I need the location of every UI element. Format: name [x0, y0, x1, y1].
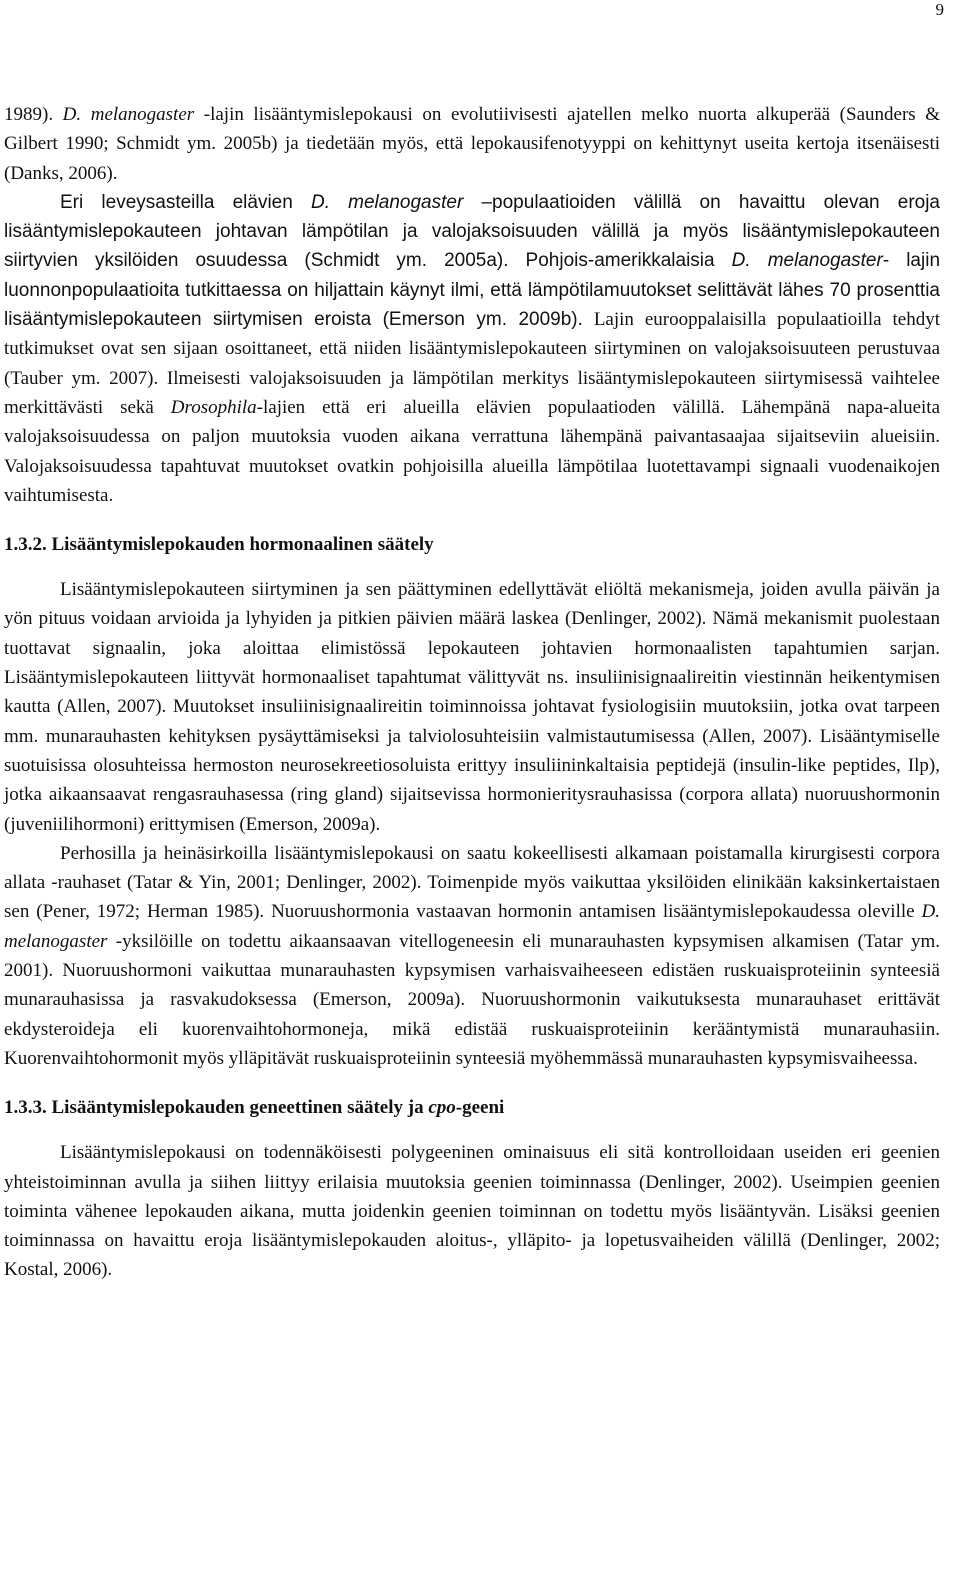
species-name: D. melanogaster — [310, 191, 464, 213]
species-name: D. melanogaster — [62, 104, 195, 125]
page-body — [4, 100, 940, 1285]
gene-name: cpo — [428, 1097, 456, 1119]
text-run: - lajin luonnonpopulaatioita tutkittaessa on hiljattain käynyt ilmi, että lämpötilamuutokset selittävät lähes 70 prosenttia lisääntymislepokauteen siirtymisen eroista (Emerson ym. 2009b). — [4, 250, 941, 331]
paragraph-intro — [4, 100, 940, 188]
text-run: –populaatioiden välillä on havaittu olevan eroja lisääntymislepokauteen johtavan lämpötilan ja valojaksoisuuden välillä ja myös lisääntymislepokauteen siirtyvien yksilöiden osuudessa (Schmidt ym. 2005a). Pohjois-amerikkalaisia — [4, 191, 941, 272]
heading-text: 1.3.3. Lisääntymislepokauden geneettinen säätely ja — [4, 1097, 429, 1119]
text-run: Perhosilla ja heinäsirkoilla lisääntymislepokausi on saatu kokeellisesti alkamaan poistamalla kirurgisesti corpora allata -rauhaset (Tatar & Yin, 2001; Denlinger, 2002). Toimenpide myös vaikuttaa yksilöiden elinikään kaksinkertaistaen sen (Pener, 1972; Herman 1985). Nuoruushormonia vastaavan hormonin antamisen lisääntymislepokaudessa oleville — [4, 842, 940, 923]
species-name: D. melanogaster — [4, 901, 940, 952]
section-heading-genetic — [4, 1093, 940, 1122]
text-run: Lajin eurooppalaisilla populaatioilla tehdyt tutkimukset ovat sen sijaan osoittaneet, että niiden lisääntymislepokauteen siirtyminen on valojaksoisuuteen perustuvaa (Tauber ym. 2007). Ilmeisesti valojaksoisuuden ja lämpötilan merkitys lisääntymislepokauteen siirtymisessä vaihtelee merkittävästi sekä — [4, 309, 940, 418]
paragraph-genetic: Lisääntymislepokausi on todennäköisesti polygeeninen ominaisuus eli sitä kontrolloidaan useiden eri geenien yhteistoiminnan avulla ja siihen liittyy erilaisia muutoksia geenien toiminnassa (Denlinger, 2002). Useimpien geenien toiminta vähenee lepokauden aikana, mutta joidenkin geenien toiminnan on todettu myös lisääntyvän. Lisäksi geenien toiminnassa on havaittu eroja lisääntymislepokauden aloitus-, ylläpito- ja lopetusvaiheiden välillä (Denlinger, 2002; Kostal, 2006). — [4, 1142, 940, 1281]
species-name: D. melanogaster — [731, 250, 883, 272]
text-run: Eri leveysasteilla elävien — [60, 191, 311, 213]
genus-name: Drosophila — [170, 396, 257, 418]
text-run: -lajien että eri alueilla elävien populaatioden välillä. Lähempänä napa-alueita valojaksoisuudessa on paljon muutoksia vuoden aikana verrattuna lähempänä paivantasaajaa sijaitseviin alueisiin. Valojaksoisuudessa tapahtuvat muutokset ovatkin pohjoisilla alueilla lämpötilaa luotettavampi signaali vuodenaikojen vaihtumisesta. — [4, 396, 940, 506]
paragraph-latitude — [4, 188, 940, 510]
paragraph-corpora-allata — [4, 839, 940, 1073]
paragraph-hormonal: Lisääntymislepokauteen siirtyminen ja sen päättyminen edellyttävät eliöltä mekanismeja, joiden avulla päivän ja yön pituus voidaan arvioida ja lyhyiden ja pitkien päivien määrä laskea (Denlinger, 2002). Nämä mekanismit puolestaan tuottavat signaalin, joka aloittaa elimistössä lepokauteen johtavien hormonaalisten tapahtumien sarjan. Lisääntymislepokauteen liittyvät hormonaaliset tapahtumat välittyvät ns. insuliinisignaalireitin viestinnän heikentymisen kautta (Allen, 2007). Muutokset insuliinisignaalireitin toiminnoissa johtavat fysiologisiin muutoksiin, jotka ovat tarpeen mm. munarauhasten kehityksen pysäyttämiseksi ja talviolosuhteisiin valmistautumisessa (Allen, 2007). Lisääntymiselle suotuisissa olosuhteissa hermoston neurosekreetiosoluista erittyy insuliininkaltaisia peptidejä (insulin-like peptides, Ilp), jotka aikaansaavat rengasrauhasessa (ring gland) sijaitsevissa hormonieritysrauhasissa (corpora allata) nuoruushormonin (juveniilihormoni) erittymisen (Emerson, 2009a). — [4, 579, 940, 835]
text-run: -yksilöille on todettu aikaansaavan vitellogeneesin eli munarauhasten kypsymisen alkamisen (Tatar ym. 2001). Nuoruushormoni vaikuttaa munarauhasten kypsymisen varhaisvaiheeseen edistäen ruskuaisproteiinin synteesiä munarauhasissa ja rasvakudoksessa (Emerson, 2009a). Nuoruushormonin vaikutuksesta munarauhaset erittävät ekdysteroideja eli kuorenvaihtohormoneja, mikä edistää ruskuaisproteiinin kerääntymistä munarauhasiin. Kuorenvaihtohormonit myös ylläpitävät ruskuaisproteiinin synteesiä myöhemmässä munarauhasten kypsymisvaiheessa. — [4, 930, 940, 1069]
text-run: 1989). — [4, 104, 63, 125]
page-number: 9 — [935, 0, 944, 19]
section-heading-hormonal: 1.3.2. Lisääntymislepokauden hormonaalinen säätely — [4, 534, 434, 556]
text-run: -lajin lisääntymislepokausi on evolutiivisesti ajatellen melko nuorta alkuperää (Saunders & Gilbert 1990; Schmidt ym. 2005b) ja tiedetään myös, että lepokausifenotyyppi on kehittynyt useita kertoja itsenäisesti (Danks, 2006). — [4, 104, 941, 184]
heading-text: -geeni — [455, 1097, 505, 1119]
